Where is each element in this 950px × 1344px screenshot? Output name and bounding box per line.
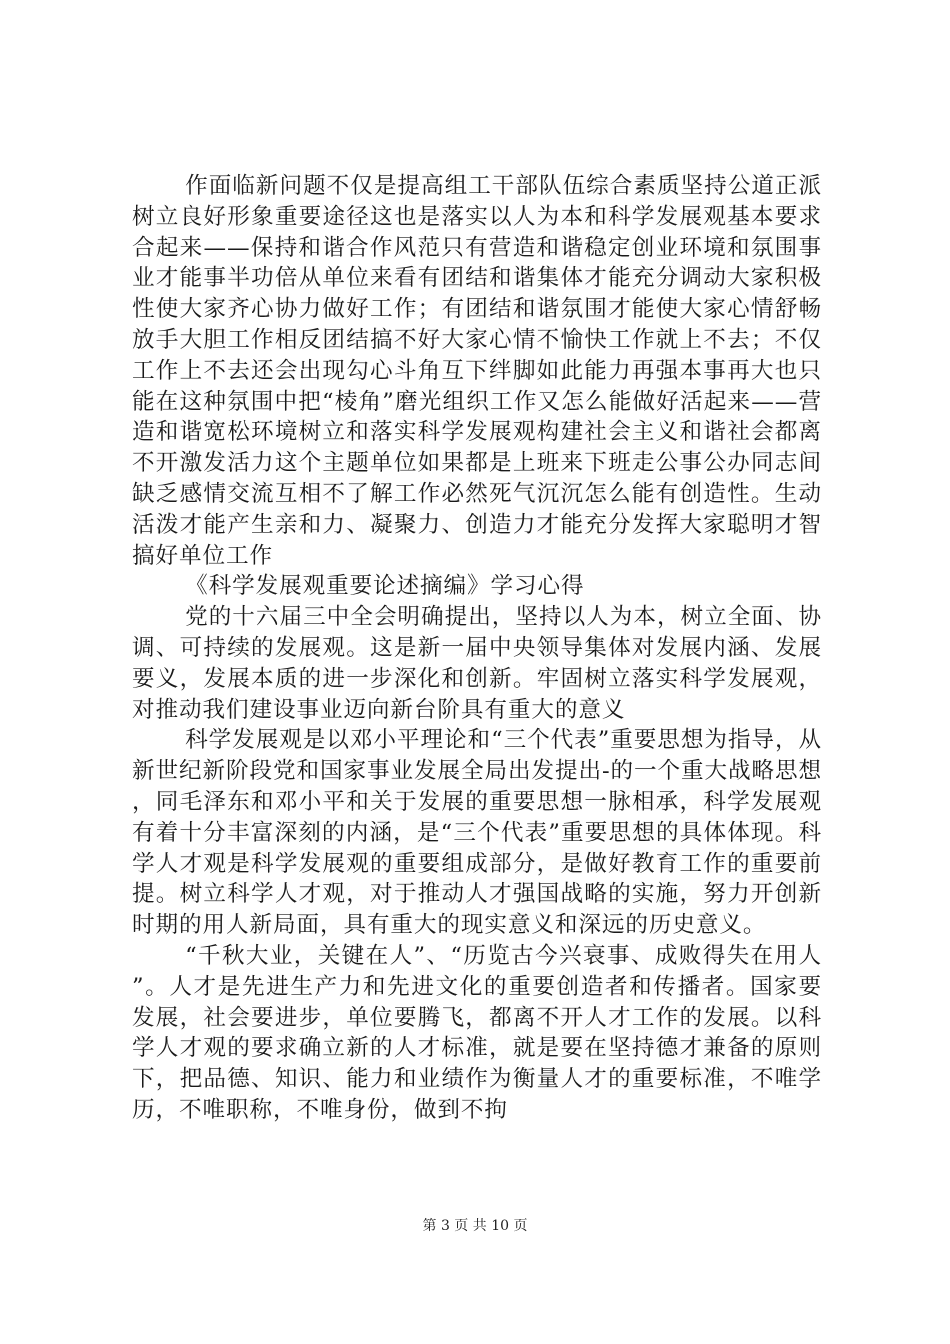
body-paragraph: “千秋大业，关键在人”、“历览古今兴衰事、成败得失在用人”。人才是先进生产力和先进文化的重要创造者和传播者。国家要发展，社会要进步，单位要腾飞，都离不开人才工作的发展。以科学人才观的要求确立新的人才标准，就是要在坚持德才兼备的原则下，把品德、知识、能力和业绩作为衡量人才的重要标准，不唯学历，不唯职称，不唯身份，做到不拘 — [132, 942, 822, 1123]
body-paragraph: 作面临新问题不仅是提高组工干部队伍综合素质坚持公道正派树立良好形象重要途径这也是落实以人为本和科学发展观基本要求合起来——保持和谐合作风范只有营造和谐稳定创业环境和氛围事业才能事半功倍从单位来看有团结和谐集体才能充分调动大家积极性使大家齐心协力做好工作；有团结和谐氛围才能使大家心情舒畅放手大胆工作相反团结搞不好大家心情不愉快工作就上不去；不仅工作上不去还会出现勾心斗角互下绊脚如此能力再强本事再大也只能在这种氛围中把“棱角”磨光组织工作又怎么能做好活起来——营造和谐宽松环境树立和落实科学发展观构建社会主义和谐社会都离不开激发活力这个主题单位如果都是上班来下班走公事公办同志间缺乏感情交流互相不了解工作必然死气沉沉怎么能有创造性。生动活泼才能产生亲和力、凝聚力、创造力才能充分发挥大家聪明才智搞好单位工作 — [132, 173, 822, 569]
body-paragraph: 科学发展观是以邓小平理论和“三个代表”重要思想为指导，从新世纪新阶段党和国家事业发展全局出发提出-的一个重大战略思想，同毛泽东和邓小平和关于发展的重要思想一脉相承，科学发展观有着十分丰富深刻的内涵，是“三个代表”重要思想的具体体现。科学人才观是科学发展观的重要组成部分，是做好教育工作的重要前提。树立科学人才观，对于推动人才强国战略的实施，努力开创新时期的用人新局面，具有重大的现实意义和深远的历史意义。 — [132, 727, 822, 939]
document-body — [132, 171, 822, 1126]
section-title: 《科学发展观重要论述摘编》学习心得 — [185, 573, 585, 600]
body-paragraph: 党的十六届三中全会明确提出，坚持以人为本，树立全面、协调、可持续的发展观。这是新一届中央领导集体对发展内涵、发展要义，发展本质的进一步深化和创新。牢固树立落实科学发展观，对推动我们建设事业迈向新台阶具有重大的意义 — [132, 604, 822, 723]
page-footer: 第 3 页 共 10 页 — [422, 1218, 528, 1234]
